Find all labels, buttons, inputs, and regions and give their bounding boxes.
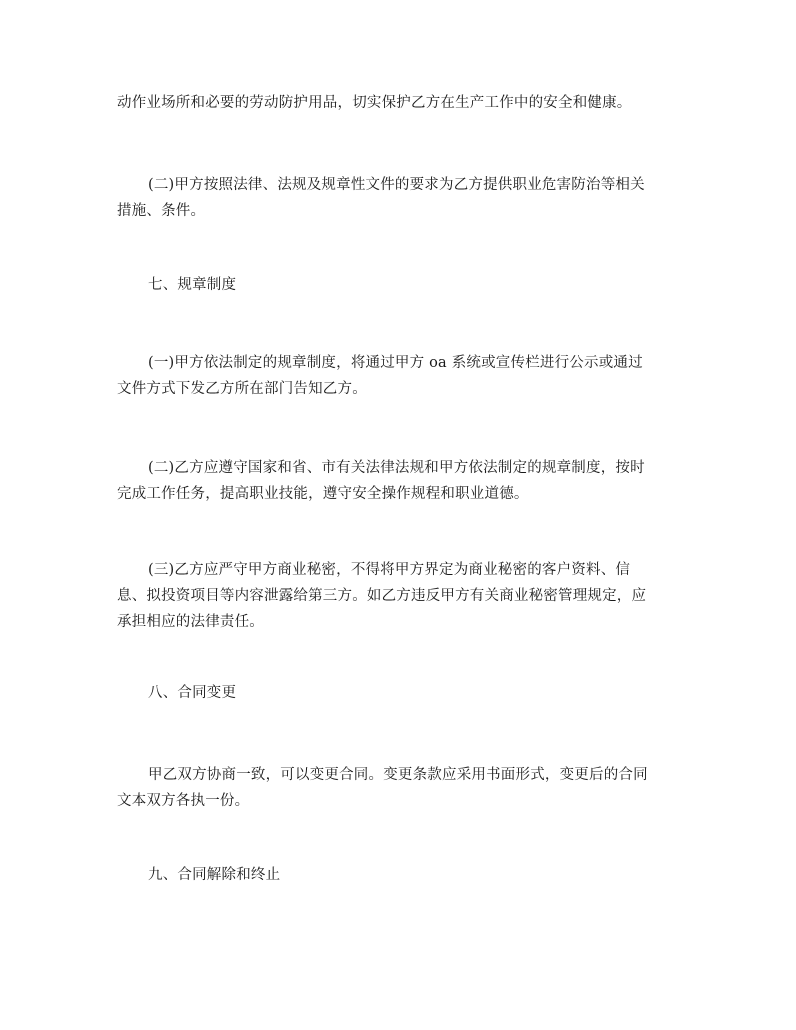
text-line: (二)乙方应遵守国家和省、市有关法律法规和甲方依法制定的规章制度，按时 <box>148 460 645 476</box>
paragraph-occupational-hazard <box>117 172 687 224</box>
paragraph-contract-change <box>117 762 687 814</box>
text-line: 七、规章制度 <box>148 277 237 293</box>
paragraph-rules-compliance <box>117 455 687 507</box>
text-line: 息、拟投资项目等内容泄露给第三方。如乙方违反甲方有关商业秘密管理规定，应 <box>117 588 647 604</box>
text-line: 完成工作任务，提高职业技能，遵守安全操作规程和职业道德。 <box>117 486 529 502</box>
text-line: 措施、条件。 <box>117 203 206 219</box>
paragraph-rules-publication <box>117 350 687 402</box>
section-heading-termination <box>117 862 687 888</box>
text-line: (二)甲方按照法律、法规及规章性文件的要求为乙方提供职业危害防治等相关 <box>148 177 645 193</box>
section-heading-contract-change <box>117 680 687 706</box>
paragraph-trade-secrets <box>117 557 687 635</box>
section-heading-rules <box>117 272 687 298</box>
text-line: 八、合同变更 <box>148 685 237 701</box>
text-line: 九、合同解除和终止 <box>148 867 281 883</box>
text-line: 动作业场所和必要的劳动防护用品，切实保护乙方在生产工作中的安全和健康。 <box>117 95 632 111</box>
text-line: (一)甲方依法制定的规章制度，将通过甲方 oa 系统或宣传栏进行公示或通过 <box>148 355 643 371</box>
text-line: 文件方式下发乙方所在部门告知乙方。 <box>117 381 367 397</box>
text-line: (三)乙方应严守甲方商业秘密，不得将甲方界定为商业秘密的客户资料、信 <box>148 562 631 578</box>
text-line: 承担相应的法律责任。 <box>117 614 264 630</box>
text-line: 甲乙双方协商一致，可以变更合同。变更条款应采用书面形式，变更后的合同 <box>148 767 648 783</box>
text-line: 文本双方各执一份。 <box>117 793 250 809</box>
paragraph-labor-protection <box>117 90 687 116</box>
